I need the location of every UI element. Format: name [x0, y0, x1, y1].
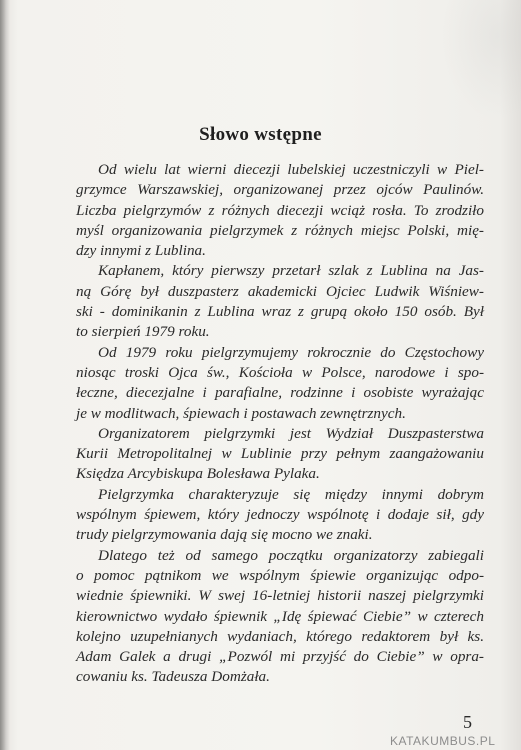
- paragraph: [76, 261, 484, 342]
- text-line: Księdza Arcybiskupa Bolesława Pylaka.: [76, 465, 320, 483]
- text-line: Adam Galek a drugi „Pozwól mi przyjść do Ciebie” w opra-: [76, 648, 484, 666]
- body-text: [76, 160, 484, 688]
- paragraph: [76, 546, 484, 688]
- text-line: myśl organizowania pielgrzymek z różnych miejsc Polski, mię-: [76, 221, 484, 239]
- text-line: ski - dominikanin z Lublina wraz z grupą około 150 osób. Był: [76, 303, 484, 321]
- text-line: wiednie śpiewniki. W swej 16-letniej historii naszej pielgrzymki: [76, 587, 484, 605]
- text-line: trudy pielgrzymowania dają się mocno we znaki.: [76, 526, 373, 544]
- text-line: kierownictwo wydało śpiewnik „Idę śpiewać Ciebie” w czterech: [76, 607, 484, 625]
- text-line: dzy innymi z Lublina.: [76, 242, 206, 260]
- text-line: niosąc troski Ojca św., Kościoła w Polsce, narodowe i spo-: [76, 363, 484, 381]
- text-line: grzymce Warszawskiej, organizowanej przez ojców Paulinów.: [76, 181, 484, 199]
- text-line: Organizatorem pielgrzymki jest Wydział Duszpasterstwa: [98, 424, 484, 442]
- text-line: wspólnym śpiewem, który jednoczy wspólnotę i dodaje sił, gdy: [76, 506, 484, 524]
- text-line: je w modlitwach, śpiewach i postawach zewnętrznych.: [76, 404, 406, 422]
- paragraph: [76, 160, 484, 261]
- text-line: Pielgrzymka charakteryzuje się między innymi dobrym: [98, 485, 484, 503]
- text-line: to sierpień 1979 roku.: [76, 323, 210, 341]
- paragraph: [76, 485, 484, 546]
- text-line: Liczba pielgrzymów z różnych diecezji wciąż rosła. To zrodziło: [76, 201, 484, 219]
- page-title: Słowo wstępne: [199, 124, 322, 145]
- paper-bleed: [441, 0, 521, 120]
- text-line: ną Górę był duszpasterz akademicki Ojciec Ludwik Wiśniew-: [76, 282, 484, 300]
- text-line: cowaniu ks. Tadeusza Domżała.: [76, 668, 270, 686]
- paragraph: [76, 343, 484, 424]
- text-line: Od wielu lat wierni diecezji lubelskiej uczestniczyli w Piel-: [98, 161, 484, 178]
- spine-shadow: [0, 0, 10, 750]
- text-line: Kapłanem, który pierwszy przetarł szlak z Lublina na Jas-: [98, 262, 484, 280]
- text-line: Kurii Metropolitalnej w Lublinie przy pełnym zaangażowaniu: [76, 445, 484, 463]
- watermark: KATAKUMBUS.PL: [390, 734, 496, 748]
- text-line: kolejno uzupełnianych wydaniach, którego redaktorem był ks.: [76, 627, 484, 645]
- paragraph: [76, 424, 484, 485]
- page-number: 5: [463, 712, 472, 732]
- text-line: łeczne, diecezjalne i parafialne, rodzinne i osobiste wyrażając: [76, 384, 484, 402]
- text-line: Od 1979 roku pielgrzymujemy rokrocznie do Częstochowy: [98, 343, 484, 361]
- text-line: o pomoc pątnikom we wspólnym śpiewie organizując odpo-: [76, 566, 484, 584]
- text-line: Dlatego też od samego początku organizatorzy zabiegali: [98, 546, 484, 564]
